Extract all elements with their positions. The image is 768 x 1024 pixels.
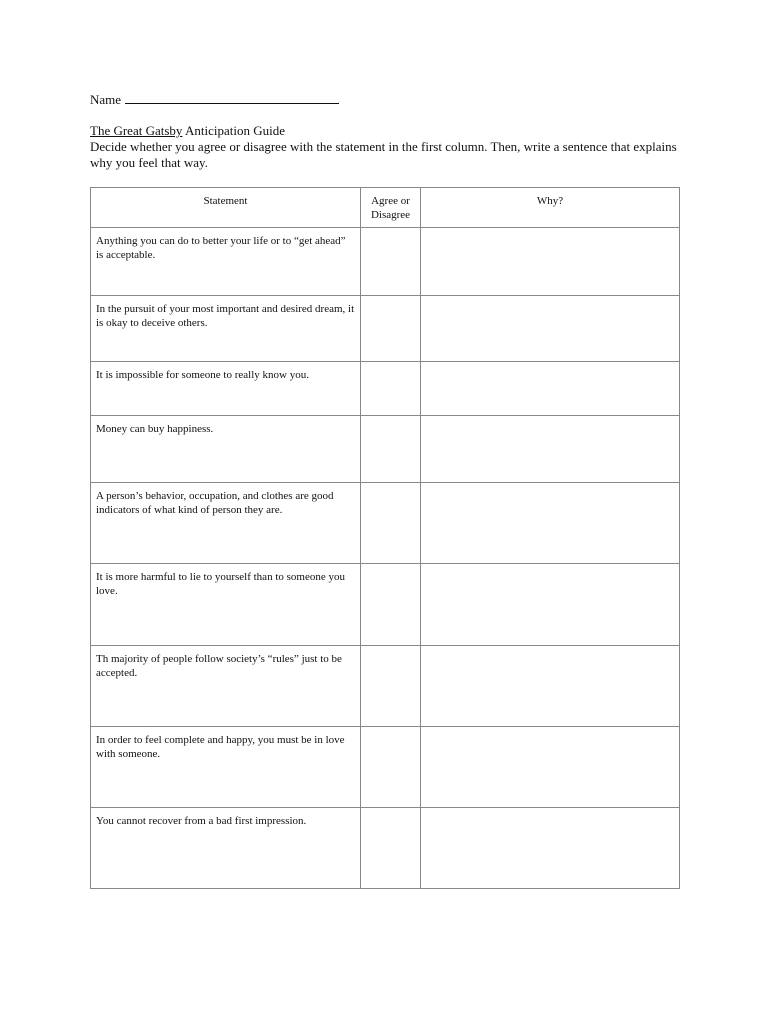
table-row — [91, 483, 680, 564]
why-cell[interactable] — [421, 228, 680, 296]
column-header-statement: Statement — [91, 188, 361, 228]
name-blank-field[interactable] — [125, 91, 339, 104]
why-cell[interactable] — [421, 564, 680, 646]
agree-cell[interactable] — [361, 646, 421, 727]
statement-cell: In the pursuit of your most important and desired dream, it is okay to deceive others. — [91, 296, 361, 362]
column-header-agree: Agree or Disagree — [361, 188, 421, 228]
table-header-row — [91, 188, 680, 228]
book-title: The Great Gatsby — [90, 123, 183, 138]
table-row — [91, 228, 680, 296]
name-label: Name — [90, 92, 122, 107]
instructions-text: Decide whether you agree or disagree with the statement in the first column. Then, write a sentence that explains why you feel that way. — [90, 139, 677, 170]
agree-cell[interactable] — [361, 228, 421, 296]
table-row — [91, 564, 680, 646]
agree-cell[interactable] — [361, 483, 421, 564]
statement-cell: Anything you can do to better your life or to “get ahead” is acceptable. — [91, 228, 361, 296]
agree-cell[interactable] — [361, 727, 421, 808]
statement-cell: You cannot recover from a bad first impression. — [91, 808, 361, 889]
agree-cell[interactable] — [361, 296, 421, 362]
worksheet-title — [90, 123, 690, 139]
why-cell[interactable] — [421, 808, 680, 889]
why-cell[interactable] — [421, 296, 680, 362]
table-row — [91, 808, 680, 889]
statement-cell: A person’s behavior, occupation, and clothes are good indicators of what kind of person they are. — [91, 483, 361, 564]
table-row — [91, 362, 680, 416]
agree-cell[interactable] — [361, 808, 421, 889]
why-cell[interactable] — [421, 646, 680, 727]
table-row — [91, 416, 680, 483]
why-cell[interactable] — [421, 727, 680, 808]
table-row — [91, 646, 680, 727]
agree-cell[interactable] — [361, 416, 421, 483]
why-cell[interactable] — [421, 362, 680, 416]
why-cell[interactable] — [421, 416, 680, 483]
table-row — [91, 296, 680, 362]
agree-cell[interactable] — [361, 564, 421, 646]
column-header-why: Why? — [421, 188, 680, 228]
statement-cell: Th majority of people follow society’s “rules” just to be accepted. — [91, 646, 361, 727]
statement-cell: It is impossible for someone to really know you. — [91, 362, 361, 416]
agree-cell[interactable] — [361, 362, 421, 416]
table-row — [91, 727, 680, 808]
name-line — [90, 91, 339, 108]
statement-cell: Money can buy happiness. — [91, 416, 361, 483]
statement-cell: In order to feel complete and happy, you must be in love with someone. — [91, 727, 361, 808]
title-rest: Anticipation Guide — [182, 123, 285, 138]
anticipation-guide-table — [90, 187, 680, 889]
why-cell[interactable] — [421, 483, 680, 564]
statement-cell: It is more harmful to lie to yourself than to someone you love. — [91, 564, 361, 646]
